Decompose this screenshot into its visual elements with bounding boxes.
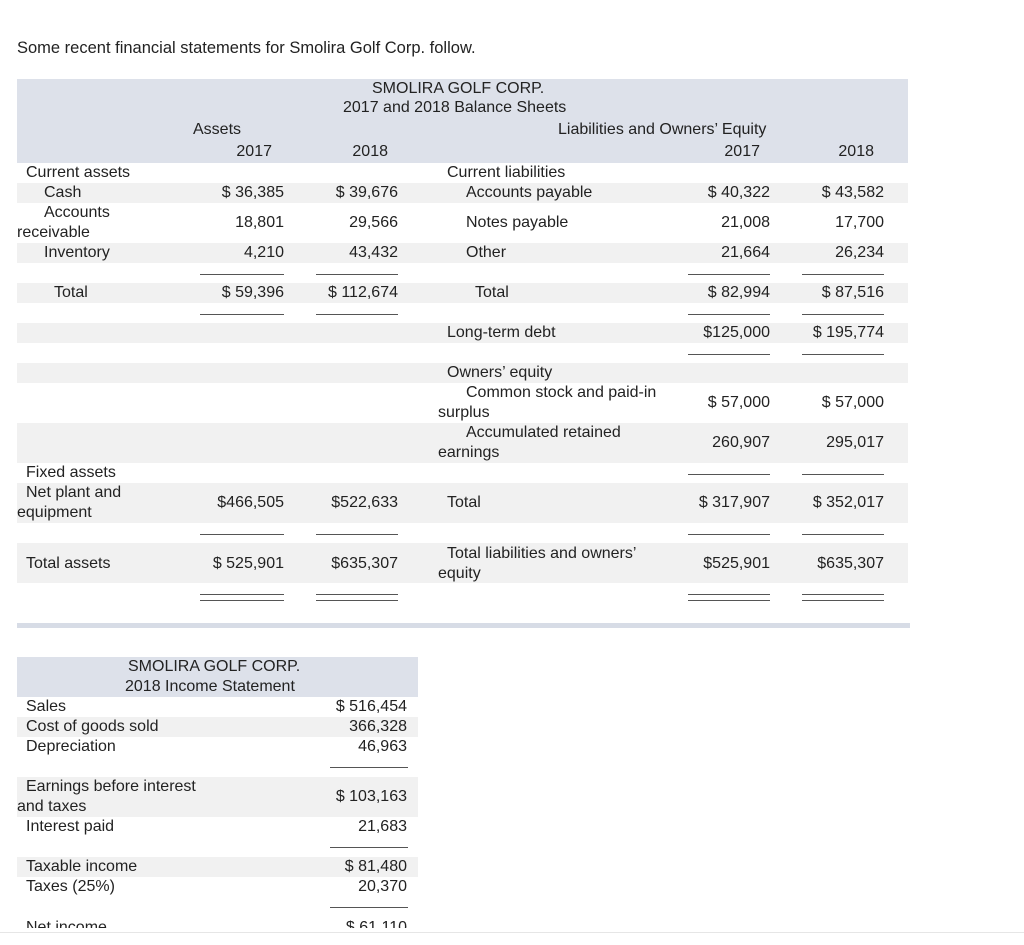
- inventory-label: Inventory: [44, 244, 110, 261]
- subtotal-rule: [802, 534, 884, 535]
- section-divider: [17, 623, 910, 628]
- receivables-2017: 18,801: [235, 214, 284, 231]
- sales-value: $ 516,454: [335, 698, 407, 715]
- taxes-label: Taxes (25%): [26, 878, 115, 895]
- net-plant-2018: $522,633: [331, 494, 398, 511]
- subtotal-rule: [802, 354, 884, 355]
- viewport-edge-mask: [0, 928, 1024, 945]
- total-liab-equity-label: Total liabilities and owners’: [447, 545, 637, 562]
- total-rule: [316, 314, 398, 315]
- cogs-value: 366,328: [349, 718, 407, 735]
- subtotal-rule: [688, 474, 770, 475]
- subtotal-rule: [330, 907, 408, 908]
- total-liab-equity-2017: $525,901: [703, 555, 770, 572]
- assets-year-2018: 2018: [352, 143, 388, 160]
- balance-sheet-company: SMOLIRA GOLF CORP.: [372, 80, 545, 97]
- double-rule: [200, 594, 284, 595]
- total-assets-2017: $ 525,901: [212, 555, 284, 572]
- common-stock-label: Common stock and paid-in: [466, 384, 657, 401]
- subtotal-rule: [688, 534, 770, 535]
- total-rule: [802, 314, 884, 315]
- owners-equity-label: Owners’ equity: [447, 364, 553, 381]
- long-term-debt-label: Long-term debt: [447, 324, 556, 341]
- other-label: Other: [466, 244, 507, 261]
- row-band: [17, 283, 908, 303]
- inventory-2017: 4,210: [243, 244, 284, 261]
- subtotal-rule: [200, 274, 284, 275]
- notes-payable-2018: 17,700: [835, 214, 884, 231]
- ebit-value: $ 103,163: [335, 788, 407, 805]
- double-rule: [316, 600, 398, 601]
- fixed-assets-label: Fixed assets: [26, 464, 116, 481]
- retained-earnings-2018: 295,017: [826, 434, 884, 451]
- interest-label: Interest paid: [26, 818, 115, 835]
- equity-total-label: Total: [447, 494, 481, 511]
- inventory-2018: 43,432: [349, 244, 398, 261]
- accounts-payable-2018: $ 43,582: [821, 184, 884, 201]
- equity-total-2017: $ 317,907: [698, 494, 770, 511]
- income-statement-company: SMOLIRA GOLF CORP.: [128, 658, 301, 675]
- total-rule: [200, 314, 284, 315]
- double-rule: [200, 600, 284, 601]
- current-liabilities-total-2018: $ 87,516: [821, 284, 884, 301]
- common-stock-2017: $ 57,000: [707, 394, 770, 411]
- net-plant-2017: $466,505: [217, 494, 284, 511]
- cash-2017: $ 36,385: [221, 184, 284, 201]
- double-rule: [802, 594, 884, 595]
- row-band: [17, 183, 908, 203]
- intro-text: Some recent financial statements for Smolira Golf Corp. follow.: [17, 39, 476, 57]
- viewport-edge-line: [0, 932, 1024, 933]
- equity-total-2018: $ 352,017: [812, 494, 884, 511]
- long-term-debt-2018: $ 195,774: [812, 324, 884, 341]
- notes-payable-label: Notes payable: [466, 214, 569, 231]
- common-stock-label-cont: surplus: [438, 404, 490, 421]
- sales-label: Sales: [26, 698, 67, 715]
- balance-sheet-subtitle: 2017 and 2018 Balance Sheets: [343, 99, 567, 116]
- double-rule: [316, 594, 398, 595]
- retained-earnings-label: Accumulated retained: [466, 424, 621, 441]
- taxes-value: 20,370: [358, 878, 407, 895]
- assets-header: Assets: [193, 121, 242, 138]
- interest-value: 21,683: [358, 818, 407, 835]
- other-2017: 21,664: [721, 244, 770, 261]
- taxable-income-value: $ 81,480: [344, 858, 407, 875]
- depreciation-value: 46,963: [358, 738, 407, 755]
- ebit-label-cont: and taxes: [17, 798, 87, 815]
- total-assets-2018: $635,307: [331, 555, 398, 572]
- subtotal-rule: [330, 767, 408, 768]
- current-assets-total-label: Total: [54, 284, 88, 301]
- liab-year-2017: 2017: [724, 143, 760, 160]
- current-assets-total-2018: $ 112,674: [328, 284, 398, 301]
- subtotal-rule: [688, 274, 770, 275]
- common-stock-2018: $ 57,000: [821, 394, 884, 411]
- row-band: [17, 243, 908, 263]
- notes-payable-2017: 21,008: [721, 214, 770, 231]
- receivables-label-cont: receivable: [17, 224, 90, 241]
- receivables-2018: 29,566: [349, 214, 398, 231]
- receivables-label: Accounts: [44, 204, 110, 221]
- subtotal-rule: [688, 354, 770, 355]
- total-liab-equity-label-cont: equity: [438, 565, 481, 582]
- retained-earnings-label-cont: earnings: [438, 444, 500, 461]
- subtotal-rule: [802, 474, 884, 475]
- accounts-payable-2017: $ 40,322: [707, 184, 770, 201]
- subtotal-rule: [316, 274, 398, 275]
- taxable-income-label: Taxable income: [26, 858, 138, 875]
- cogs-label: Cost of goods sold: [26, 718, 159, 735]
- long-term-debt-2017: $125,000: [703, 324, 770, 341]
- double-rule: [688, 594, 770, 595]
- current-liabilities-label: Current liabilities: [447, 164, 566, 181]
- double-rule: [688, 600, 770, 601]
- cash-2018: $ 39,676: [335, 184, 398, 201]
- subtotal-rule: [316, 534, 398, 535]
- current-assets-label: Current assets: [26, 164, 131, 181]
- double-rule: [802, 600, 884, 601]
- other-2018: 26,234: [835, 244, 884, 261]
- assets-year-2017: 2017: [236, 143, 272, 160]
- net-plant-label: Net plant and: [26, 484, 122, 501]
- subtotal-rule: [200, 534, 284, 535]
- current-assets-total-2017: $ 59,396: [221, 284, 284, 301]
- net-plant-label-cont: equipment: [17, 504, 92, 521]
- liabilities-header: Liabilities and Owners’ Equity: [558, 121, 767, 138]
- subtotal-rule: [330, 847, 408, 848]
- liab-year-2018: 2018: [838, 143, 874, 160]
- cash-label: Cash: [44, 184, 82, 201]
- retained-earnings-2017: 260,907: [712, 434, 770, 451]
- ebit-label: Earnings before interest: [26, 778, 196, 795]
- subtotal-rule: [802, 274, 884, 275]
- income-statement-subtitle: 2018 Income Statement: [125, 678, 295, 695]
- depreciation-label: Depreciation: [26, 738, 116, 755]
- total-liab-equity-2018: $635,307: [817, 555, 884, 572]
- total-assets-label: Total assets: [26, 555, 111, 572]
- total-rule: [688, 314, 770, 315]
- current-liabilities-total-2017: $ 82,994: [707, 284, 770, 301]
- current-liabilities-total-label: Total: [475, 284, 509, 301]
- accounts-payable-label: Accounts payable: [466, 184, 593, 201]
